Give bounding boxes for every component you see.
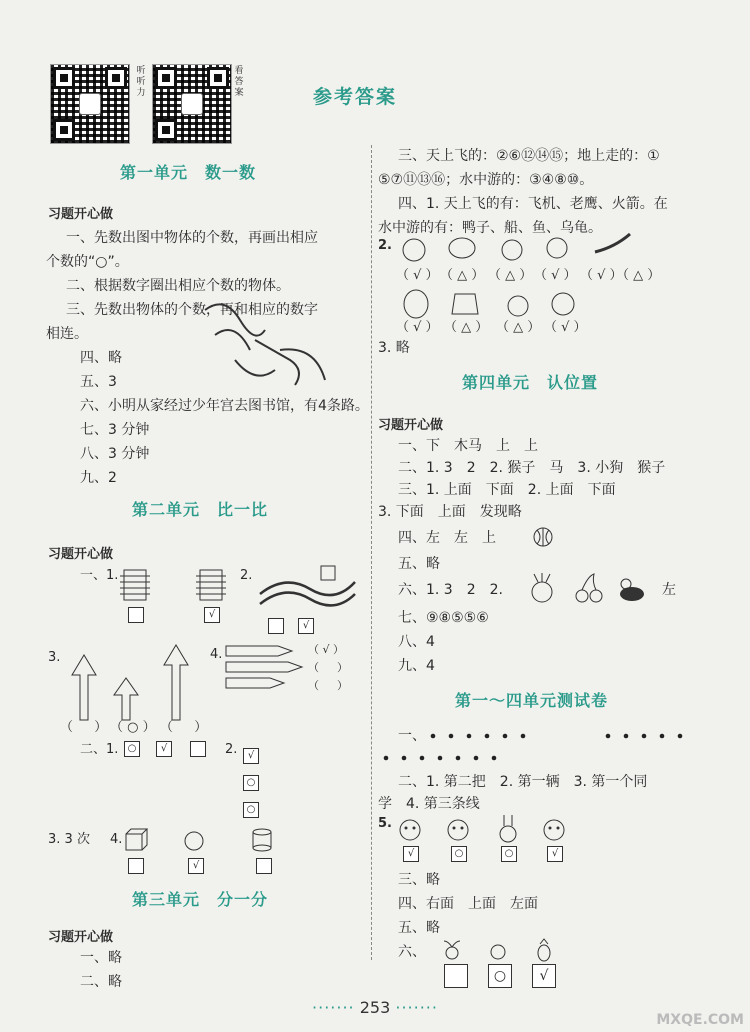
animal-faces-picture: [396, 814, 586, 844]
text-line: 水中游的有：鸭子、船、鱼、乌龟。: [378, 220, 602, 236]
radish-cherry-bird-picture: [528, 572, 648, 606]
q2-label: 2.: [378, 238, 392, 253]
text-line: 个数的“○”。: [46, 254, 129, 270]
u4-six-end: 左: [662, 582, 676, 598]
text-line: 四、左 左 上: [398, 530, 496, 546]
answer-box: ○: [243, 802, 259, 818]
text-line: 六、: [398, 944, 426, 960]
text-line: 二、1. 3 2 2. 猴子 马 3. 小狗 猴子: [398, 460, 666, 476]
watermelon-icon: [532, 526, 554, 548]
test-yi-label: 一、: [398, 728, 426, 744]
unit2-heading: 第二单元 比一比: [132, 500, 269, 519]
test-heading: 第一～四单元测试卷: [455, 691, 609, 710]
mark: （ √ ）: [580, 268, 623, 283]
text-line: 七、3 分钟: [80, 422, 150, 438]
answer-box: ○: [124, 741, 140, 757]
u2-san4-label: 4.: [110, 832, 123, 847]
mark: （ △ ）: [440, 268, 485, 283]
answer-box: √: [204, 607, 220, 623]
u2-san-label: 3. 3 次: [48, 832, 90, 847]
unit4-section: 习题开心做: [378, 418, 444, 433]
qr-code-listen: [50, 64, 130, 144]
mark: （ △ ）: [444, 320, 489, 335]
answer-box: √: [188, 858, 204, 874]
mark: （ △ ）: [488, 268, 533, 283]
arrows-picture: [60, 640, 200, 730]
rope-lines-picture: [255, 564, 360, 614]
unit2-section: 习题开心做: [48, 547, 114, 562]
footer-dots-left: ·······: [312, 998, 355, 1017]
fruit-row2-picture: [400, 284, 600, 320]
mark: （ √ ）: [396, 268, 439, 283]
text-line: ⑤⑦⑪⑬⑯；水中游的：③④⑧⑩。: [378, 172, 594, 188]
text-line: 三、天上飞的：②⑥⑫⑭⑮；地上走的：①: [398, 148, 660, 164]
text-line: 一、略: [80, 950, 122, 966]
text-line: 二、根据数字圈出相应个数的物体。: [66, 278, 290, 294]
answer-box: [128, 858, 144, 874]
watermark: MXQE.COM: [656, 1012, 744, 1028]
pencils-picture: [224, 642, 304, 692]
text-line: 九、4: [398, 658, 435, 674]
answer-box: [444, 964, 468, 988]
unit1-heading: 第一单元 数一数: [120, 163, 257, 182]
vegetables-picture: [440, 938, 560, 962]
q3-label: 3. 略: [378, 340, 410, 356]
text-line: 八、3 分钟: [80, 446, 150, 462]
mark: （ ○ ）: [110, 720, 156, 735]
u2-q1-label: 一、1.: [80, 568, 119, 583]
footer-dots-right: ·······: [395, 998, 438, 1017]
mark: （ △ ）: [496, 320, 541, 335]
mark: （ ）: [308, 679, 348, 692]
unit3-heading: 第三单元 分一分: [132, 890, 269, 909]
text-line: 三、1. 上面 下面 2. 上面 下面: [398, 482, 616, 498]
mark: （ ）: [60, 720, 108, 735]
answer-box: √: [532, 964, 556, 988]
text-line: 3. 下面 上面 发现略: [378, 504, 522, 520]
qr-left-label: 听听力: [136, 66, 146, 98]
u2-q3-label: 3.: [48, 650, 61, 665]
u2-er1-label: 二、1.: [80, 742, 119, 757]
qr-code-answer: [152, 64, 232, 144]
unit3-section: 习题开心做: [48, 930, 114, 945]
text-line: 六、小明从家经过少年宫去图书馆，有4条路。: [80, 398, 369, 414]
column-divider: [371, 145, 372, 960]
answer-box: [128, 607, 144, 623]
answer-box: √: [156, 741, 172, 757]
page-footer: [0, 998, 750, 1017]
dots-row-bottom: [380, 748, 520, 768]
page-title: 参考答案: [313, 86, 398, 108]
mark: （ ）: [160, 720, 208, 735]
text-line: 三、先数出物体的个数，再和相应的数字: [66, 302, 318, 318]
mark: （ √ ）: [396, 320, 439, 335]
answer-box: ○: [488, 964, 512, 988]
mark: （ △ ）: [616, 268, 661, 283]
text-line: 学 4. 第三条线: [378, 796, 480, 812]
answer-box: √: [298, 618, 314, 634]
text-line: 五、3: [80, 374, 117, 390]
answer-box: ○: [243, 775, 259, 791]
answer-box: [256, 858, 272, 874]
text-line: 五、略: [398, 920, 440, 936]
answer-box: ○: [501, 846, 517, 862]
answer-box: [190, 741, 206, 757]
text-line: 六、1. 3 2 2.: [398, 582, 503, 598]
mark: （ √ ）: [544, 320, 587, 335]
text-line: 二、1. 第二把 2. 第一辆 3. 第一个同: [398, 774, 648, 790]
qr-right-label: 看答案: [234, 66, 244, 98]
text-line: 五、略: [398, 556, 440, 572]
u2-er2-label: 2.: [225, 742, 238, 757]
answer-box: ○: [451, 846, 467, 862]
unit1-section: 习题开心做: [48, 207, 114, 222]
text-line: 四、右面 上面 左面: [398, 896, 538, 912]
mark: （ √ ）: [534, 268, 577, 283]
fruit-row1-picture: [400, 232, 650, 264]
unit4-heading: 第四单元 认位置: [462, 373, 599, 392]
text-line: 相连。: [46, 326, 88, 342]
answer-box: √: [403, 846, 419, 862]
handwriting-scribble: [195, 290, 335, 400]
answer-box: [268, 618, 284, 634]
page-number: 253: [359, 998, 391, 1017]
cube-circle-cylinder-picture: [122, 826, 282, 856]
text-line: 七、⑨⑧⑤⑤⑥: [398, 610, 489, 626]
text-line: 四、1. 天上飞的有：飞机、老鹰、火箭。在: [398, 196, 668, 212]
mark: （ ）: [308, 661, 348, 674]
answer-box: √: [243, 748, 259, 764]
text-line: 一、先数出图中物体的个数，再画出相应: [66, 230, 318, 246]
text-line: 四、略: [80, 350, 122, 366]
text-line: 八、4: [398, 634, 435, 650]
text-line: 九、2: [80, 470, 117, 486]
answer-box: √: [547, 846, 563, 862]
test-q5-label: 5.: [378, 816, 392, 831]
text-line: 一、下 木马 上 上: [398, 438, 538, 454]
u2-q2-label: 2.: [240, 568, 253, 583]
mark: （ √ ）: [308, 643, 345, 656]
text-line: 三、略: [398, 872, 440, 888]
text-line: 二、略: [80, 974, 122, 990]
u2-q4-label: 4.: [210, 647, 223, 662]
dots-row-top: [425, 726, 715, 746]
